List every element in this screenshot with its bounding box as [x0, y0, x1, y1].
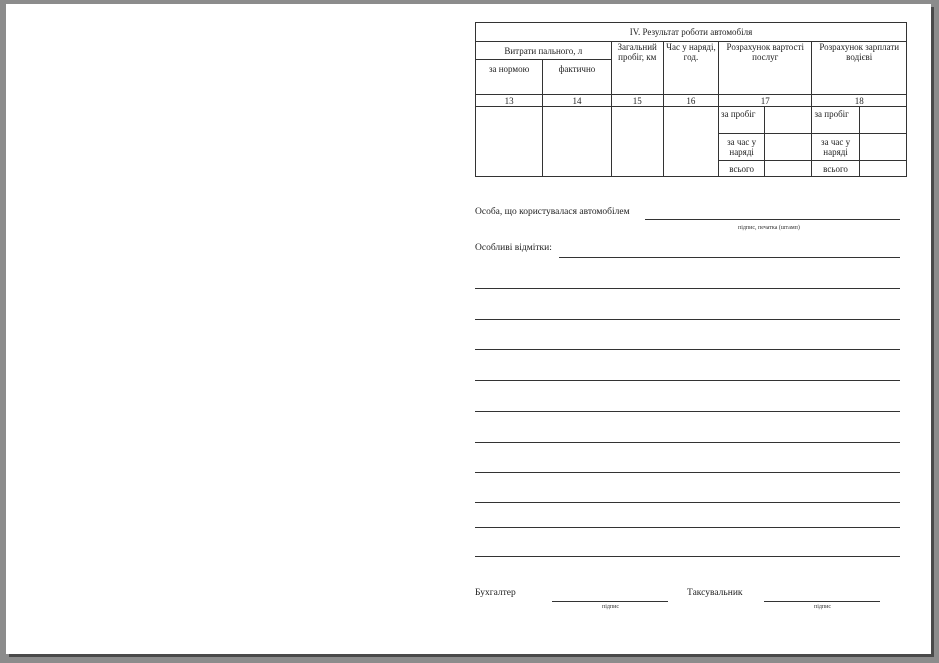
taxer-signature-line[interactable]: [764, 601, 880, 602]
notes-line[interactable]: [475, 380, 900, 381]
cost-mileage-cell[interactable]: [765, 107, 812, 134]
cost-total-label: всього: [719, 161, 765, 177]
accountant-signature-line[interactable]: [552, 601, 668, 602]
fuel-actual-cell[interactable]: [543, 107, 611, 177]
table-title: IV. Результат роботи автомобіля: [476, 23, 907, 42]
col-number: 15: [611, 95, 663, 107]
accountant-label: Бухгалтер: [475, 588, 516, 598]
col-number: 16: [663, 95, 718, 107]
salary-time-label: за час у наряді: [812, 134, 859, 161]
col-number: 13: [476, 95, 543, 107]
total-mileage-cell[interactable]: [611, 107, 663, 177]
fuel-norm-header: за нормою: [476, 60, 543, 95]
time-on-order-header: Час у наряді, год.: [663, 42, 718, 95]
work-results-table: [475, 22, 907, 177]
notes-line[interactable]: [475, 556, 900, 557]
notes-line-first[interactable]: [559, 257, 900, 258]
notes-line[interactable]: [475, 502, 900, 503]
accountant-signature-caption: підпис: [602, 604, 620, 610]
time-on-order-cell[interactable]: [663, 107, 718, 177]
col-number: 17: [719, 95, 812, 107]
notes-line[interactable]: [475, 288, 900, 289]
col-number: 14: [543, 95, 611, 107]
total-mileage-header: Загальний пробіг, км: [611, 42, 663, 95]
notes-line[interactable]: [475, 349, 900, 350]
col-number: 18: [812, 95, 907, 107]
notes-label: Особливі відмітки:: [475, 243, 552, 253]
taxer-label: Таксувальник: [687, 588, 743, 598]
fuel-norm-cell[interactable]: [476, 107, 543, 177]
taxer-signature-caption: підпис: [814, 604, 832, 610]
notes-line[interactable]: [475, 472, 900, 473]
salary-mileage-cell[interactable]: [859, 107, 906, 134]
user-signature-caption: підпис, печатка (штамп): [738, 225, 800, 231]
user-signature-line[interactable]: [645, 219, 900, 220]
driver-salary-header: Розрахунок зарплати водієві: [812, 42, 907, 95]
salary-total-cell[interactable]: [859, 161, 906, 177]
cost-time-cell[interactable]: [765, 134, 812, 161]
document-page: [6, 4, 931, 654]
cost-time-label: за час у наряді: [719, 134, 765, 161]
notes-line[interactable]: [475, 442, 900, 443]
cost-total-cell[interactable]: [765, 161, 812, 177]
notes-line[interactable]: [475, 319, 900, 320]
fuel-actual-header: фактично: [543, 60, 611, 95]
cost-mileage-label: за пробіг: [719, 107, 765, 134]
notes-line[interactable]: [475, 527, 900, 528]
user-label: Особа, що користувалася автомобілем: [475, 207, 630, 217]
notes-line[interactable]: [475, 411, 900, 412]
service-cost-header: Розрахунок вартості послуг: [719, 42, 812, 95]
salary-time-cell[interactable]: [859, 134, 906, 161]
fuel-header: Витрати пального, л: [476, 42, 612, 60]
salary-total-label: всього: [812, 161, 859, 177]
salary-mileage-label: за пробіг: [812, 107, 859, 134]
